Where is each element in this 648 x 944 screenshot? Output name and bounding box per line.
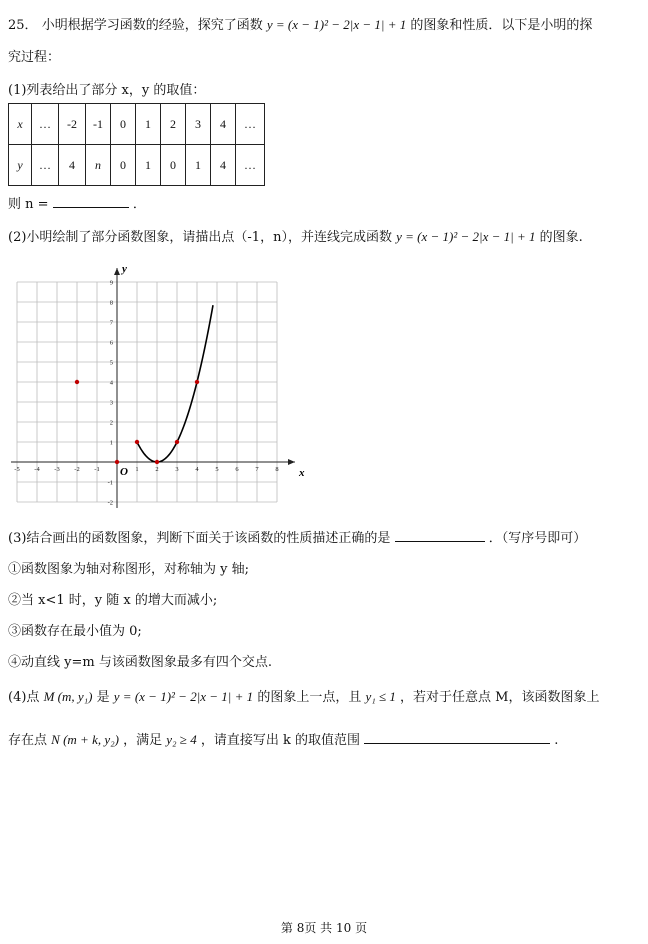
table-cell: …	[32, 145, 59, 186]
x-tick-label: -2	[74, 466, 80, 473]
problem-intro-text: 小明根据学习函数的经验，探究了函数	[41, 18, 263, 33]
part3-prompt-line	[8, 527, 586, 546]
data-point	[135, 440, 139, 444]
part1-answer-blank[interactable]	[53, 207, 129, 208]
part2-prompt: (2)小明绘制了部分函数图象，请描出点（-1，n），并连线完成函数	[8, 230, 392, 245]
part1-answer-line	[8, 193, 146, 212]
table-cell: 1	[186, 145, 211, 186]
y-tick-label: -1	[107, 479, 113, 487]
part4-text: (4)点	[8, 690, 40, 705]
x-tick-label: 3	[175, 466, 179, 473]
y-tick-label: 8	[109, 299, 113, 307]
problem-intro-line	[8, 14, 592, 33]
y-tick-label: 5	[109, 359, 113, 367]
part2-prompt-suffix: 的图象.	[539, 230, 583, 245]
y-tick-label: 7	[109, 319, 113, 327]
part4-text: 的图象上一点，且	[257, 690, 362, 705]
part1-answer-suffix: ．	[132, 197, 146, 212]
table-cell: -2	[59, 104, 86, 145]
part3-option-3: ③函数存在最小值为 0;	[8, 624, 142, 639]
x-tick-label: 5	[215, 466, 219, 473]
table-cell: 4	[211, 104, 236, 145]
table-cell: 3	[186, 104, 211, 145]
part4-text: ，若对于任意点 M，该函数图象上	[400, 690, 600, 705]
part3-prompt-suffix: ．（写序号即可）	[488, 531, 587, 546]
table-cell: …	[236, 104, 265, 145]
page-footer: 第 8页 共 10 页	[280, 921, 368, 935]
table-cell: 1	[136, 145, 161, 186]
function-graph	[8, 256, 308, 518]
y-tick-label: 2	[109, 419, 113, 427]
part3-option-1: ①函数图象为轴对称图形，对称轴为 y 轴;	[8, 562, 249, 577]
x-tick-label: -5	[14, 466, 20, 473]
y-tick-label: 9	[109, 279, 113, 287]
table-row-x	[9, 104, 265, 145]
y-axis-label: y	[122, 263, 127, 275]
point-n: N (m + k, y₂)	[51, 732, 119, 747]
value-table	[8, 103, 265, 186]
x-axis-label: x	[299, 467, 305, 479]
part3-option-4: ④动直线 y=m 与该函数图象最多有四个交点.	[8, 655, 272, 670]
x-tick-label: -1	[94, 466, 100, 473]
table-cell: -1	[86, 104, 111, 145]
problem-number: 25．	[8, 18, 38, 33]
part1-prompt: (1)列表给出了部分 x，y 的取值：	[8, 83, 206, 98]
x-tick-label: 7	[255, 466, 259, 473]
part3-prompt: (3)结合画出的函数图象，判断下面关于该函数的性质描述正确的是	[8, 531, 391, 546]
y-tick-label: 3	[109, 399, 113, 407]
y-axis-arrow	[114, 268, 120, 275]
x-tick-label: 2	[155, 466, 159, 473]
part3-option-2: ②当 x<1 时，y 随 x 的增大而减小;	[8, 593, 218, 608]
function-formula: y = (x − 1)² − 2|x − 1| + 1	[113, 689, 254, 704]
x-tick-label: -4	[34, 466, 40, 473]
function-formula: y = (x − 1)² − 2|x − 1| + 1	[266, 17, 407, 32]
part4-answer-blank[interactable]	[364, 743, 550, 744]
part1-answer-prefix: 则 n =	[8, 197, 49, 212]
table-cell: 0	[111, 104, 136, 145]
x-tick-label: -3	[54, 466, 60, 473]
y-tick-label: 1	[109, 439, 113, 447]
function-curve	[137, 305, 213, 462]
data-point	[115, 460, 119, 464]
part4-text: 是	[96, 690, 110, 705]
table-cell-unknown-n: n	[86, 145, 111, 186]
y-tick-label: 4	[109, 379, 113, 387]
problem-intro-text-3: 究过程：	[8, 50, 61, 65]
part4-text: ，满足	[123, 733, 163, 748]
point-m: M (m, y₁)	[43, 689, 93, 704]
data-point	[195, 380, 199, 384]
origin-label: O	[120, 466, 128, 478]
chart-tick-labels	[14, 280, 278, 507]
x-tick-label: 4	[195, 466, 199, 473]
table-row-y	[9, 145, 265, 186]
part2-prompt-line	[8, 226, 583, 245]
table-cell: 2	[161, 104, 186, 145]
condition-y1: y₁ ≤ 1	[365, 689, 396, 704]
part3-answer-blank[interactable]	[395, 541, 485, 542]
table-header-x: x	[9, 104, 32, 145]
table-cell: …	[32, 104, 59, 145]
data-point	[175, 440, 179, 444]
part4-text: ，请直接写出 k 的取值范围	[200, 733, 360, 748]
table-header-y: y	[9, 145, 32, 186]
table-cell: 0	[161, 145, 186, 186]
part4-line-1	[8, 686, 600, 705]
y-tick-label: 6	[109, 339, 113, 347]
x-tick-label: 1	[135, 466, 139, 473]
table-cell: 4	[211, 145, 236, 186]
table-cell: …	[236, 145, 265, 186]
part4-text: .	[554, 733, 559, 748]
x-axis-arrow	[288, 459, 295, 465]
part4-text: 存在点	[8, 733, 48, 748]
x-tick-label: 6	[235, 466, 239, 473]
table-cell: 1	[136, 104, 161, 145]
function-formula: y = (x − 1)² − 2|x − 1| + 1	[396, 229, 536, 244]
y-tick-label: -2	[107, 499, 113, 507]
problem-intro-text-2: 的图象和性质．以下是小明的探	[410, 18, 593, 33]
condition-y2: y₂ ≥ 4	[166, 732, 197, 747]
table-cell: 0	[111, 145, 136, 186]
x-tick-label: 8	[275, 466, 279, 473]
problem-intro-line-2	[8, 46, 60, 65]
part4-line-2	[8, 729, 558, 748]
data-point	[155, 460, 159, 464]
table-cell: 4	[59, 145, 86, 186]
data-point	[75, 380, 79, 384]
